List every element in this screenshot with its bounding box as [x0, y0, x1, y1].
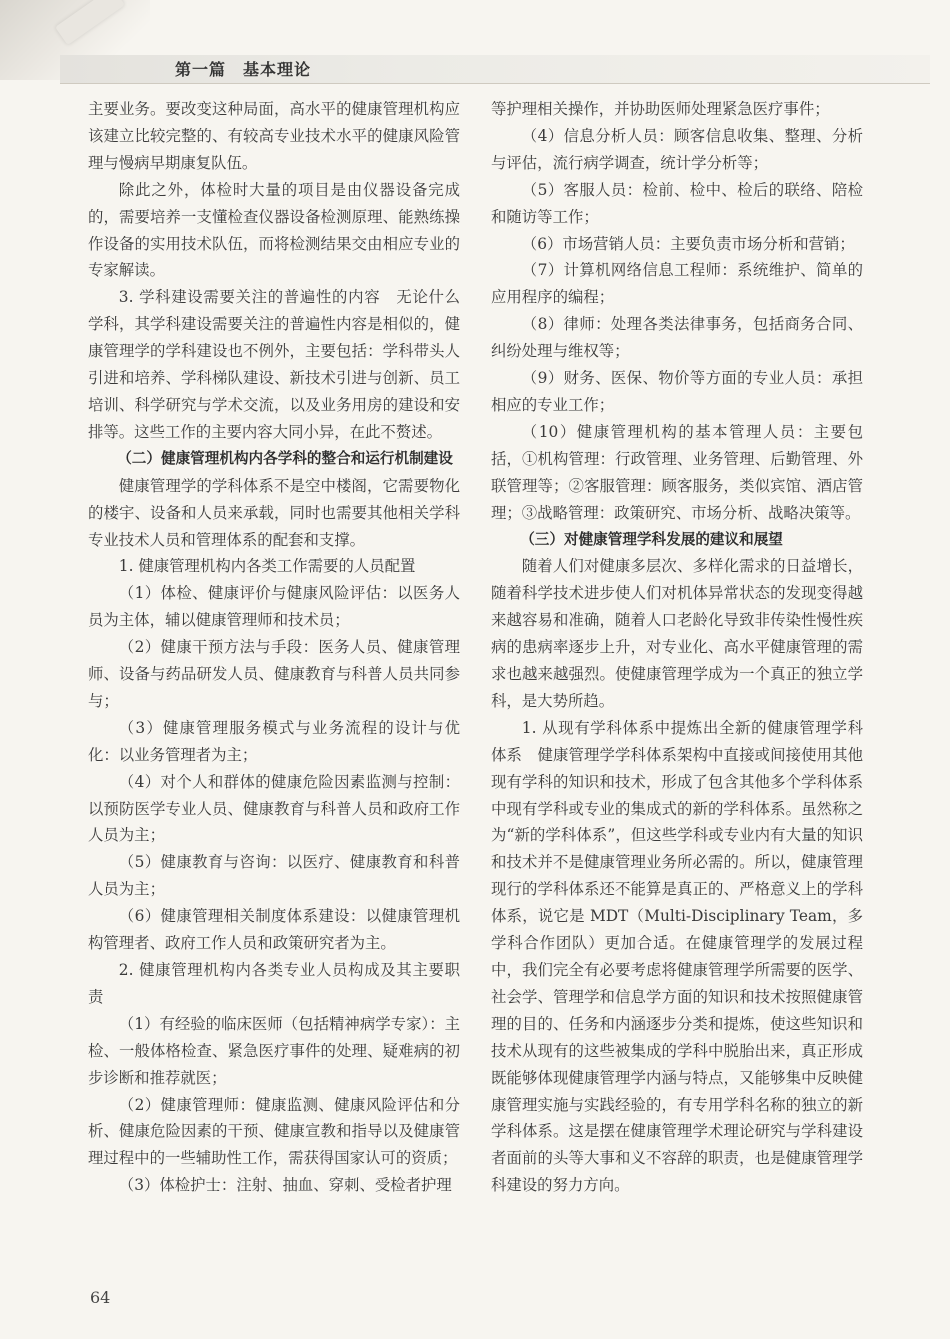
paragraph: 主要业务。要改变这种局面，高水平的健康管理机构应该建立比较完整的、有较高专业技术水平的健康风险管理与慢病早期康复队伍。	[88, 100, 460, 172]
paragraph: 等护理相关操作，并协助医师处理紧急医疗事件；	[491, 100, 830, 118]
corner-decoration-band	[55, 0, 125, 45]
list-item: （1）体检、健康评价与健康风险评估：以医务人员为主体，辅以健康管理师和技术员；	[88, 584, 460, 630]
paragraph: 3. 学科建设需要关注的普遍性的内容 无论什么学科，其学科建设需要关注的普遍性内容是相似的，健康管理学的学科建设也不例外，主要包括：学科带头人引进和培养、学科梯队建设、新技术引进与创新、员工培训、科学研究与学术交流，以及业务用房的建设和安排等。这些工作的主要内容大同小异，在此不赘述。	[88, 288, 460, 441]
list-item: （3）体检护士：注射、抽血、穿刺、受检者护理	[118, 1176, 452, 1195]
paragraph: 1. 从现有学科体系中提炼出全新的健康管理学科体系 健康管理学学科体系架构中直接或间接使用其他现有学科的知识和技术，形成了包含其他多个学科体系中现有学科或专业的集成式的新的学科体系。虽然称之为“新的学科体系”，但这些学科或专业内有大量的知识和技术并不是健康管理业务所必需的。所以，健康管理现行的学科体系还不能算是真正的、严格意义上的学科体系，说它是 MDT（Multi-Disciplinary Team，多学科合作团队）更加合适。在健康管理学的发展过程中，我们完全有必要考虑将健康管理学所需要的医学、社会学、管理学和信息学方面的知识和技术按照健康管理的目的、任务和内涵逐步分类和提炼，使这些知识和技术从现有的这些被集成的学科中脱胎出来，真正形成既能够体现健康管理学内涵与特点，又能够集中反映健康管理实施与实践经验的，有专用学科名称的独立的新学科体系。这是摆在健康管理学术理论研究与学科建设者面前的头等大事和义不容辞的职责，也是健康管理学科建设的努力方向。	[491, 718, 863, 1195]
chapter-header-title: 第一篇 基本理论	[175, 60, 312, 79]
list-item: （1）有经验的临床医师（包括精神病学专家）：主检、一般体格检查、紧急医疗事件的处理、疑难病的初步诊断和推荐就医；	[88, 1014, 460, 1087]
list-item: （7）计算机网络信息工程师：系统维护、简单的应用程序的编程；	[491, 261, 863, 307]
list-item: （3）健康管理服务模式与业务流程的设计与优化：以业务管理者为主；	[88, 718, 460, 764]
list-item: （10）健康管理机构的基本管理人员：主要包括，①机构管理：行政管理、业务管理、后勤管理、外联管理等；②客服管理：顾客服务，类似宾馆、酒店管理；③战略管理：政策研究、市场分析、战略决策等。	[491, 422, 863, 522]
list-item: （2）健康干预方法与手段：医务人员、健康管理师、设备与药品研发人员、健康教育与科普人员共同参与；	[88, 638, 460, 710]
paragraph: 2. 健康管理机构内各类专业人员构成及其主要职责	[88, 961, 460, 1006]
list-item: （5）客服人员：检前、检中、检后的联络、陪检和随访等工作；	[491, 180, 863, 226]
section-heading: （二）健康管理机构内各学科的整合和运行机制建设	[117, 449, 453, 467]
paragraph: 健康管理学的学科体系不是空中楼阁，它需要物化的楼宇、设备和人员来承载，同时也需要其他相关学科专业技术人员和管理体系的配套和支撑。	[88, 476, 460, 549]
paragraph: 1. 健康管理机构内各类工作需要的人员配置	[118, 557, 416, 576]
list-item: （6）市场营销人员：主要负责市场分析和营销；	[521, 234, 855, 253]
list-item: （8）律师：处理各类法律事务，包括商务合同、纠纷处理与维权等；	[491, 315, 863, 361]
list-item: （2）健康管理师：健康监测、健康风险评估和分析、健康危险因素的干预、健康宣教和指导以及健康管理过程中的一些辅助性工作，需获得国家认可的资质；	[88, 1095, 460, 1168]
left-column	[88, 96, 460, 1199]
section-heading: （三）对健康管理学科发展的建议和展望	[520, 530, 783, 548]
page-number: 64	[90, 1288, 111, 1307]
list-item: （5）健康教育与咨询：以医疗、健康教育和科普人员为主；	[88, 853, 460, 899]
list-item: （4）信息分析人员：顾客信息收集、整理、分析与评估，流行病学调查，统计学分析等；	[491, 126, 863, 172]
paragraph: 除此之外，体检时大量的项目是由仪器设备完成的，需要培养一支懂检查仪器设备检测原理、能熟练操作设备的实用技术队伍，而将检测结果交由相应专业的专家解读。	[88, 180, 460, 280]
right-column	[491, 96, 863, 1199]
list-item: （9）财务、医保、物价等方面的专业人员：承担相应的专业工作；	[491, 369, 863, 414]
list-item: （6）健康管理相关制度体系建设：以健康管理机构管理者、政府工作人员和政策研究者为主。	[88, 907, 460, 953]
paragraph: 随着人们对健康多层次、多样化需求的日益增长，随着科学技术进步使人们对机体异常状态的发现变得越来越容易和准确，随着人口老龄化导致非传染性慢性疾病的患病率逐步上升，对专业化、高水平健康管理的需求也越来越强烈。使健康管理学成为一个真正的独立学科，是大势所趋。	[491, 557, 863, 710]
list-item: （4）对个人和群体的健康危险因素监测与控制：以预防医学专业人员、健康教育与科普人员和政府工作人员为主；	[88, 772, 460, 845]
